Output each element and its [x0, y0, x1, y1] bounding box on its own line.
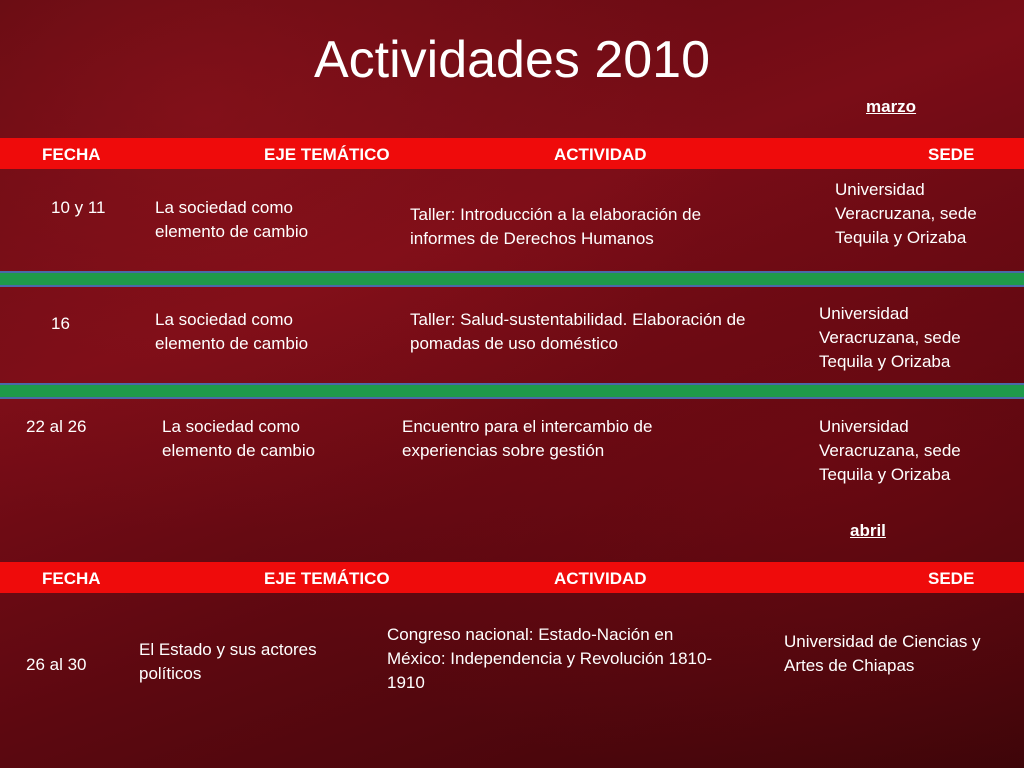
header-eje-tematico: EJE TEMÁTICO	[264, 145, 390, 164]
month-label-abril: abril	[850, 521, 886, 540]
header-fecha: FECHA	[42, 145, 101, 164]
cell-fecha: 10 y 11	[51, 198, 106, 217]
header-actividad: ACTIVIDAD	[554, 145, 647, 164]
cell-eje: El Estado y sus actores políticos	[139, 640, 317, 683]
cell-fecha: 22 al 26	[26, 417, 87, 436]
cell-fecha: 26 al 30	[26, 655, 87, 674]
cell-eje: La sociedad como elemento de cambio	[155, 198, 309, 241]
cell-actividad: Taller: Salud-sustentabilidad. Elaboración de pomadas de uso doméstico	[410, 310, 746, 353]
cell-eje: La sociedad como elemento de cambio	[155, 310, 309, 353]
cell-actividad: Encuentro para el intercambio de experiencias sobre gestión	[402, 417, 653, 460]
cell-sede: Universidad Veracruzana, sede Tequila y Orizaba	[819, 417, 961, 484]
header-sede: SEDE	[928, 145, 975, 164]
cell-sede: Universidad Veracruzana, sede Tequila y Orizaba	[819, 304, 961, 371]
month-label-marzo: marzo	[866, 97, 917, 116]
header-sede: SEDE	[928, 569, 975, 588]
cell-actividad: Taller: Introducción a la elaboración de informes de Derechos Humanos	[410, 205, 702, 248]
row-separator	[0, 271, 1024, 287]
row-separator	[0, 383, 1024, 399]
cell-sede: Universidad de Ciencias y Artes de Chiapas	[784, 632, 981, 675]
header-actividad: ACTIVIDAD	[554, 569, 647, 588]
table-header-marzo	[0, 138, 1024, 169]
cell-actividad: Congreso nacional: Estado-Nación en México: Independencia y Revolución 1810-1910	[387, 625, 713, 692]
header-fecha: FECHA	[42, 569, 101, 588]
header-eje-tematico: EJE TEMÁTICO	[264, 569, 390, 588]
cell-sede: Universidad Veracruzana, sede Tequila y Orizaba	[835, 180, 977, 247]
cell-fecha: 16	[51, 314, 70, 333]
page-title: Actividades 2010	[313, 31, 711, 89]
cell-eje: La sociedad como elemento de cambio	[162, 417, 316, 460]
table-header-abril	[0, 562, 1024, 593]
